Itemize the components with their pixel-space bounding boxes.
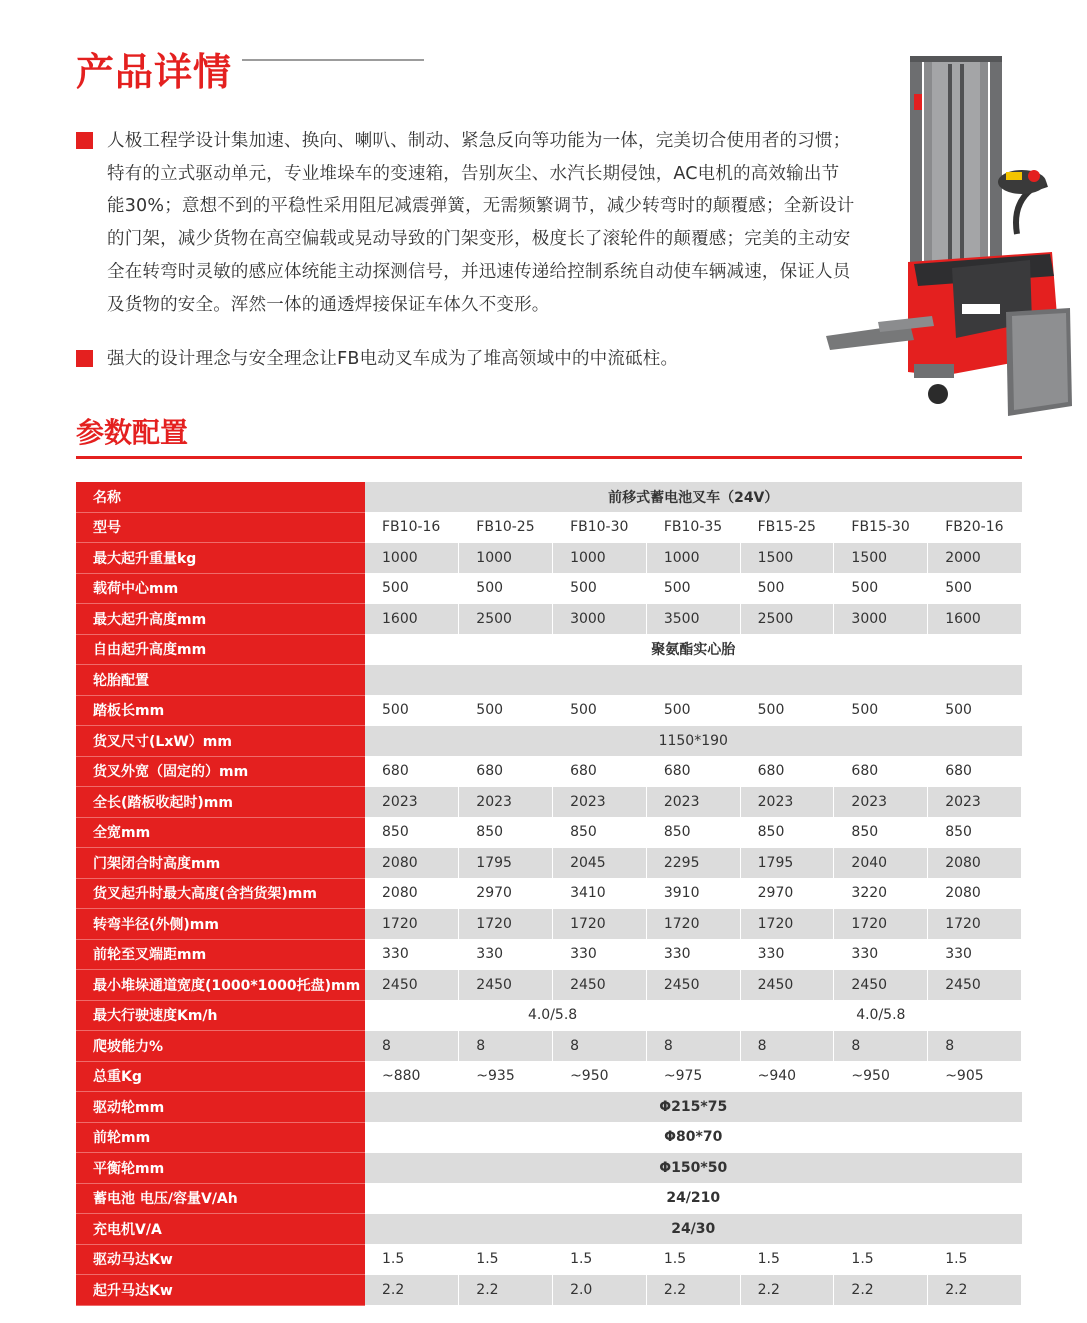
- table-cell: 8: [553, 1031, 647, 1062]
- table-cell: 850: [365, 817, 459, 848]
- table-cell: 330: [740, 939, 834, 970]
- table-cell: ~905: [928, 1061, 1022, 1092]
- table-cell: 2450: [646, 970, 740, 1001]
- table-cell: 500: [553, 695, 647, 726]
- table-cell: 2500: [740, 604, 834, 635]
- table-cell: 330: [928, 939, 1022, 970]
- table-cell: 850: [646, 817, 740, 848]
- row-label: 蓄电池 电压/容量V/Ah: [76, 1183, 365, 1214]
- table-cell: 330: [834, 939, 928, 970]
- table-row: [76, 939, 1022, 970]
- table-cell: 2080: [365, 848, 459, 879]
- spec-table: [76, 482, 1022, 1306]
- table-cell-span: [365, 665, 1022, 696]
- table-cell: 1600: [365, 604, 459, 635]
- table-cell: 1795: [740, 848, 834, 879]
- table-cell: 3500: [646, 604, 740, 635]
- table-cell: 1720: [740, 909, 834, 940]
- table-cell: 2450: [740, 970, 834, 1001]
- table-cell: 2023: [928, 787, 1022, 818]
- table-cell: 1795: [459, 848, 553, 879]
- table-cell: 1.5: [646, 1244, 740, 1275]
- row-label: 最小堆垛通道宽度(1000*1000托盘)mm: [76, 970, 365, 1001]
- table-cell: 2970: [459, 878, 553, 909]
- table-cell: 2023: [365, 787, 459, 818]
- table-cell: 2295: [646, 848, 740, 879]
- table-row: [76, 1244, 1022, 1275]
- table-cell: 8: [365, 1031, 459, 1062]
- table-cell: 1720: [459, 909, 553, 940]
- table-cell: 2000: [928, 543, 1022, 574]
- row-label: 驱动马达Kw: [76, 1244, 365, 1275]
- row-label: 货叉起升时最大高度(含挡货架)mm: [76, 878, 365, 909]
- table-row: [76, 1000, 1022, 1031]
- table-cell: 2.2: [928, 1275, 1022, 1306]
- table-row: [76, 543, 1022, 574]
- table-row: [76, 1183, 1022, 1214]
- table-row: [76, 665, 1022, 696]
- table-cell: 330: [365, 939, 459, 970]
- row-label: 转弯半径(外侧)mm: [76, 909, 365, 940]
- table-cell: 850: [740, 817, 834, 848]
- table-cell: 850: [459, 817, 553, 848]
- table-cell: 1720: [365, 909, 459, 940]
- table-cell: 1000: [365, 543, 459, 574]
- table-cell: 1.5: [928, 1244, 1022, 1275]
- table-cell: ~935: [459, 1061, 553, 1092]
- table-cell: 2450: [365, 970, 459, 1001]
- row-label: 平衡轮mm: [76, 1153, 365, 1184]
- table-cell: 500: [646, 573, 740, 604]
- table-cell: 2450: [459, 970, 553, 1001]
- table-cell: 2080: [365, 878, 459, 909]
- table-cell: 680: [646, 756, 740, 787]
- table-cell: 500: [834, 573, 928, 604]
- table-row: [76, 482, 1022, 512]
- table-cell: 500: [740, 573, 834, 604]
- table-row: [76, 1122, 1022, 1153]
- table-row: [76, 1061, 1022, 1092]
- table-row: [76, 787, 1022, 818]
- bullet-square-icon: [76, 350, 93, 367]
- table-cell: 330: [553, 939, 647, 970]
- table-cell: 1000: [459, 543, 553, 574]
- table-row: [76, 878, 1022, 909]
- table-cell: 850: [928, 817, 1022, 848]
- table-cell: 330: [459, 939, 553, 970]
- row-label: 货叉外宽（固定的）mm: [76, 756, 365, 787]
- table-cell: ~950: [553, 1061, 647, 1092]
- table-row: [76, 1031, 1022, 1062]
- table-row: [76, 512, 1022, 543]
- table-cell: 500: [365, 695, 459, 726]
- table-cell-span: 4.0/5.8: [740, 1000, 1021, 1031]
- table-cell: 1500: [740, 543, 834, 574]
- table-cell: 1600: [928, 604, 1022, 635]
- table-cell: 2450: [834, 970, 928, 1001]
- table-cell: 8: [740, 1031, 834, 1062]
- table-cell: 500: [459, 573, 553, 604]
- table-cell: 2.2: [365, 1275, 459, 1306]
- row-label: 踏板长mm: [76, 695, 365, 726]
- table-cell: 500: [928, 695, 1022, 726]
- table-cell: 2023: [834, 787, 928, 818]
- table-cell: 8: [646, 1031, 740, 1062]
- params-divider: [76, 456, 1022, 459]
- table-cell: 1000: [553, 543, 647, 574]
- table-cell: FB20-16: [928, 512, 1022, 543]
- row-label: 充电机V/A: [76, 1214, 365, 1245]
- stacker-truck-image: [822, 54, 1076, 426]
- table-cell: 2.2: [834, 1275, 928, 1306]
- table-cell-span: Φ215*75: [365, 1092, 1022, 1123]
- table-cell: 850: [834, 817, 928, 848]
- table-cell: 500: [459, 695, 553, 726]
- table-cell: 2.2: [459, 1275, 553, 1306]
- intro-paragraph-1: [76, 125, 856, 321]
- table-cell: 500: [928, 573, 1022, 604]
- table-cell: FB15-25: [740, 512, 834, 543]
- table-cell: 500: [646, 695, 740, 726]
- table-cell: 500: [834, 695, 928, 726]
- table-row: [76, 604, 1022, 635]
- table-cell-span: 1150*190: [365, 726, 1022, 757]
- row-label: 载荷中心mm: [76, 573, 365, 604]
- row-label: 全长(踏板收起时)mm: [76, 787, 365, 818]
- table-row: [76, 726, 1022, 757]
- table-row: [76, 573, 1022, 604]
- table-cell: 1.5: [834, 1244, 928, 1275]
- intro-text-1: 人极工程学设计集加速、换向、喇叭、制动、紧急反向等功能为一体，完美切合使用者的习惯；特有的立式驱动单元，专业堆垛车的变速箱，告别灰尘、水汽长期侵蚀，AC电机的高效输出节能30%；意想不到的平稳性采用阻尼减震弹簧，无需频繁调节，减少转弯时的颠覆感；全新设计的门架，减少货物在高空偏载或晃动导致的门架变形，极度长了滚轮件的颠覆感；完美的主动安全在转弯时灵敏的感应体统能主动探测信号，并迅速传递给控制系统自动使车辆减速，保证人员及货物的安全。浑然一体的通透焊接保证车体久不变形。: [107, 131, 855, 315]
- table-cell: 2045: [553, 848, 647, 879]
- table-cell: 680: [928, 756, 1022, 787]
- table-cell: 8: [459, 1031, 553, 1062]
- table-cell: ~940: [740, 1061, 834, 1092]
- table-row: [76, 970, 1022, 1001]
- table-cell: 2023: [740, 787, 834, 818]
- table-cell: 1.5: [459, 1244, 553, 1275]
- table-row: [76, 1214, 1022, 1245]
- table-cell: 1720: [553, 909, 647, 940]
- table-cell: 8: [928, 1031, 1022, 1062]
- table-row: [76, 817, 1022, 848]
- table-cell-span: 24/210: [365, 1183, 1022, 1214]
- row-label: 爬坡能力%: [76, 1031, 365, 1062]
- table-cell-span: 前移式蓄电池叉车（24V）: [365, 482, 1022, 512]
- table-cell: 2500: [459, 604, 553, 635]
- table-cell: 680: [365, 756, 459, 787]
- table-cell: 1000: [646, 543, 740, 574]
- table-cell: 1720: [834, 909, 928, 940]
- row-label: 起升马达Kw: [76, 1275, 365, 1306]
- intro-text-2: 强大的设计理念与安全理念让FB电动叉车成为了堆高领域中的中流砥柱。: [107, 349, 679, 369]
- row-label: 轮胎配置: [76, 665, 365, 696]
- table-cell-span: 聚氨酯实心胎: [365, 634, 1022, 665]
- table-cell-span: Φ150*50: [365, 1153, 1022, 1184]
- table-cell: ~950: [834, 1061, 928, 1092]
- table-cell: 1.5: [553, 1244, 647, 1275]
- row-label: 驱动轮mm: [76, 1092, 365, 1123]
- table-cell: 680: [459, 756, 553, 787]
- table-cell-span: 4.0/5.8: [365, 1000, 740, 1031]
- page-title: 产品详情: [76, 50, 233, 94]
- table-cell: FB10-25: [459, 512, 553, 543]
- table-cell: 330: [646, 939, 740, 970]
- row-label: 最大行驶速度Km/h: [76, 1000, 365, 1031]
- table-cell: 2450: [928, 970, 1022, 1001]
- table-cell: 2.0: [553, 1275, 647, 1306]
- table-cell: 2023: [646, 787, 740, 818]
- bullet-square-icon: [76, 132, 93, 149]
- table-cell: FB10-30: [553, 512, 647, 543]
- table-row: [76, 848, 1022, 879]
- row-label: 前轮至叉端距mm: [76, 939, 365, 970]
- table-cell: 850: [553, 817, 647, 848]
- table-cell: FB15-30: [834, 512, 928, 543]
- table-row: [76, 695, 1022, 726]
- intro-paragraph-2: [76, 343, 856, 376]
- row-label: 前轮mm: [76, 1122, 365, 1153]
- table-cell: 680: [834, 756, 928, 787]
- table-cell: 3220: [834, 878, 928, 909]
- table-cell: 2450: [553, 970, 647, 1001]
- table-row: [76, 1092, 1022, 1123]
- row-label: 总重Kg: [76, 1061, 365, 1092]
- table-cell: 2023: [459, 787, 553, 818]
- row-label: 型号: [76, 512, 365, 543]
- table-cell: 2040: [834, 848, 928, 879]
- table-cell: 500: [740, 695, 834, 726]
- row-label: 全宽mm: [76, 817, 365, 848]
- table-cell-span: 24/30: [365, 1214, 1022, 1245]
- table-cell-span: Φ80*70: [365, 1122, 1022, 1153]
- table-cell: 3410: [553, 878, 647, 909]
- row-label: 自由起升高度mm: [76, 634, 365, 665]
- table-cell: 1.5: [740, 1244, 834, 1275]
- table-cell: 1720: [646, 909, 740, 940]
- table-row: [76, 1153, 1022, 1184]
- table-cell: 3000: [553, 604, 647, 635]
- row-label: 最大起升重量kg: [76, 543, 365, 574]
- table-cell: ~975: [646, 1061, 740, 1092]
- table-row: [76, 756, 1022, 787]
- table-cell: 1720: [928, 909, 1022, 940]
- table-row: [76, 909, 1022, 940]
- table-cell: 2023: [553, 787, 647, 818]
- table-cell: 3910: [646, 878, 740, 909]
- table-cell: 2.2: [646, 1275, 740, 1306]
- table-cell: FB10-16: [365, 512, 459, 543]
- row-label: 最大起升高度mm: [76, 604, 365, 635]
- row-label: 门架闭合时高度mm: [76, 848, 365, 879]
- table-cell: 500: [553, 573, 647, 604]
- table-cell: FB10-35: [646, 512, 740, 543]
- table-cell: ~880: [365, 1061, 459, 1092]
- table-cell: 2970: [740, 878, 834, 909]
- table-cell: 2.2: [740, 1275, 834, 1306]
- title-divider: [242, 59, 424, 61]
- table-cell: 680: [553, 756, 647, 787]
- table-row: [76, 1275, 1022, 1306]
- table-cell: 1.5: [365, 1244, 459, 1275]
- table-cell: 680: [740, 756, 834, 787]
- table-cell: 3000: [834, 604, 928, 635]
- row-label: 名称: [76, 482, 365, 512]
- params-title: 参数配置: [76, 416, 189, 449]
- row-label: 货叉尺寸(LxW）mm: [76, 726, 365, 757]
- table-cell: 8: [834, 1031, 928, 1062]
- table-row: [76, 634, 1022, 665]
- table-cell: 2080: [928, 878, 1022, 909]
- table-cell: 1500: [834, 543, 928, 574]
- table-cell: 2080: [928, 848, 1022, 879]
- table-cell: 500: [365, 573, 459, 604]
